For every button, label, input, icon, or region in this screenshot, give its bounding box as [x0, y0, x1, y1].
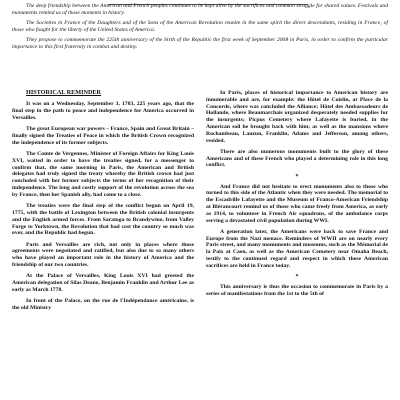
separator-asterisk: *: [295, 274, 299, 281]
body-paragraph: And France did not hesitate to erect monuments also to those who turned to this side of the Atlantic when they were needed. The memorial to the Escadrille Lafayette and the Museum of Franco-American Friendship at Blérancourt remind us of those who came freely from America, as early as 1914, to volunteer in French Air squadrons, of the ambulance corps serving a devastated civil population during WWI.: [206, 183, 388, 224]
body-paragraph: A generation later, the Americans were back to save France and Europe from the Nazi menace. Reminders of WWII are on nearly every Paris street, and many monuments and museums, such as the Mémorial de la Paix at Caen, as well as the American Cemetery near Omaha Beach, testify to the continued regard and respect in which these American sacrifices are held in France today.: [206, 228, 388, 269]
body-paragraph: There are also numerous monuments built to the glory of these Americans and of these French who played a determining role in this long conflict.: [206, 148, 388, 169]
intro-paragraph: The deep friendship between the American and French peoples continues to be kept alive by the sacrifices and common struggle for shared values. Festivals and monuments remind us of those moments in history.: [12, 3, 388, 16]
section-heading: HISTORICAL REMINDER: [26, 89, 102, 96]
body-paragraph: The Comte de Vergennes, Minister of Foreign Affairs for King Louis XVI, waited in order to have the treaties signed, for a messenger to confirm that, the same morning in Paris, the American and British delegates had truly signed the treaty whereby the British crown had just concluded with her former subjects the terms of her recognition of their independence. The long and costly support of the revolution across the sea by France, then her Spanish ally, had come to a close.: [12, 151, 194, 198]
intro-section: [12, 3, 388, 53]
body-paragraph: This anniversary is thus the occasion to commemorate in Paris by a series of manifestations from the 1st to the 5th of: [206, 283, 388, 297]
body-paragraph: Paris and Versailles are rich, not only in places where those agreements were negotiated and ratified, but also due to so many others who have played an important role in the history of America and the friendship of our two countries.: [12, 241, 194, 269]
intro-paragraph: The Societies in France of the Daughters and of the Sons of the American Revolution reunite in the same spirit the direct descendants, residing in France, of those who fought for the liberty of the United States of America.: [12, 19, 388, 33]
body-paragraph: The treaties were the final step of the conflict begun on April 19, 1775, with the battle of Lexington between the British colonial insurgents and the English armed forces. From Saratoga to Brandywine, from Valley Forge to Yorktown, the Revolution that had cost the country so much was over, and the Republic had begun.: [12, 203, 194, 237]
body-paragraph: The great European war powers – France, Spain and Great Britain – finally signed the Treaties of Peace in which the British Crown recognized the independence of its former subjects.: [12, 126, 194, 146]
body-paragraph: In front of the Palace, on the rue de l'Indépendance américaine, is the old Ministry: [12, 298, 194, 312]
left-column: [12, 90, 194, 316]
body-paragraph: In Paris, places of historical importance to American history are innumerable and are, for example: the Hôtel de Coislin, at Place de la Concorde, where was concluded the Alliance; Hôtel des Ambassadeurs de Hollande, where Beaumarchais organized desperately needed supplies for the insurgents; Picpus Cemetery where Lafayette is buried, in the American soil he brought back with him; as well as the mansions where Rochambeau, Lauzun, Franklin, Adams and Jefferson, among others, resided.: [206, 90, 388, 144]
separator-asterisk: *: [295, 173, 299, 180]
right-column: [206, 90, 388, 302]
body-paragraph: At the Palace of Versailles, King Louis XVI had greeted the American delegation of Silas Deane, Benjamin Franklin and Arthur Lee as early as March 1778.: [12, 273, 194, 293]
body-paragraph: It was on a Wednesday, September 3, 1783, 225 years ago, that the final step in the path to peace and independence for America occurred in Versailles.: [12, 101, 194, 121]
intro-paragraph: They propose to commemorate the 225th anniversary of the birth of the Republic the first week of September 2008 in Paris, in order to confirm the particular importance to this first fraternity in combat and destiny.: [12, 36, 388, 50]
